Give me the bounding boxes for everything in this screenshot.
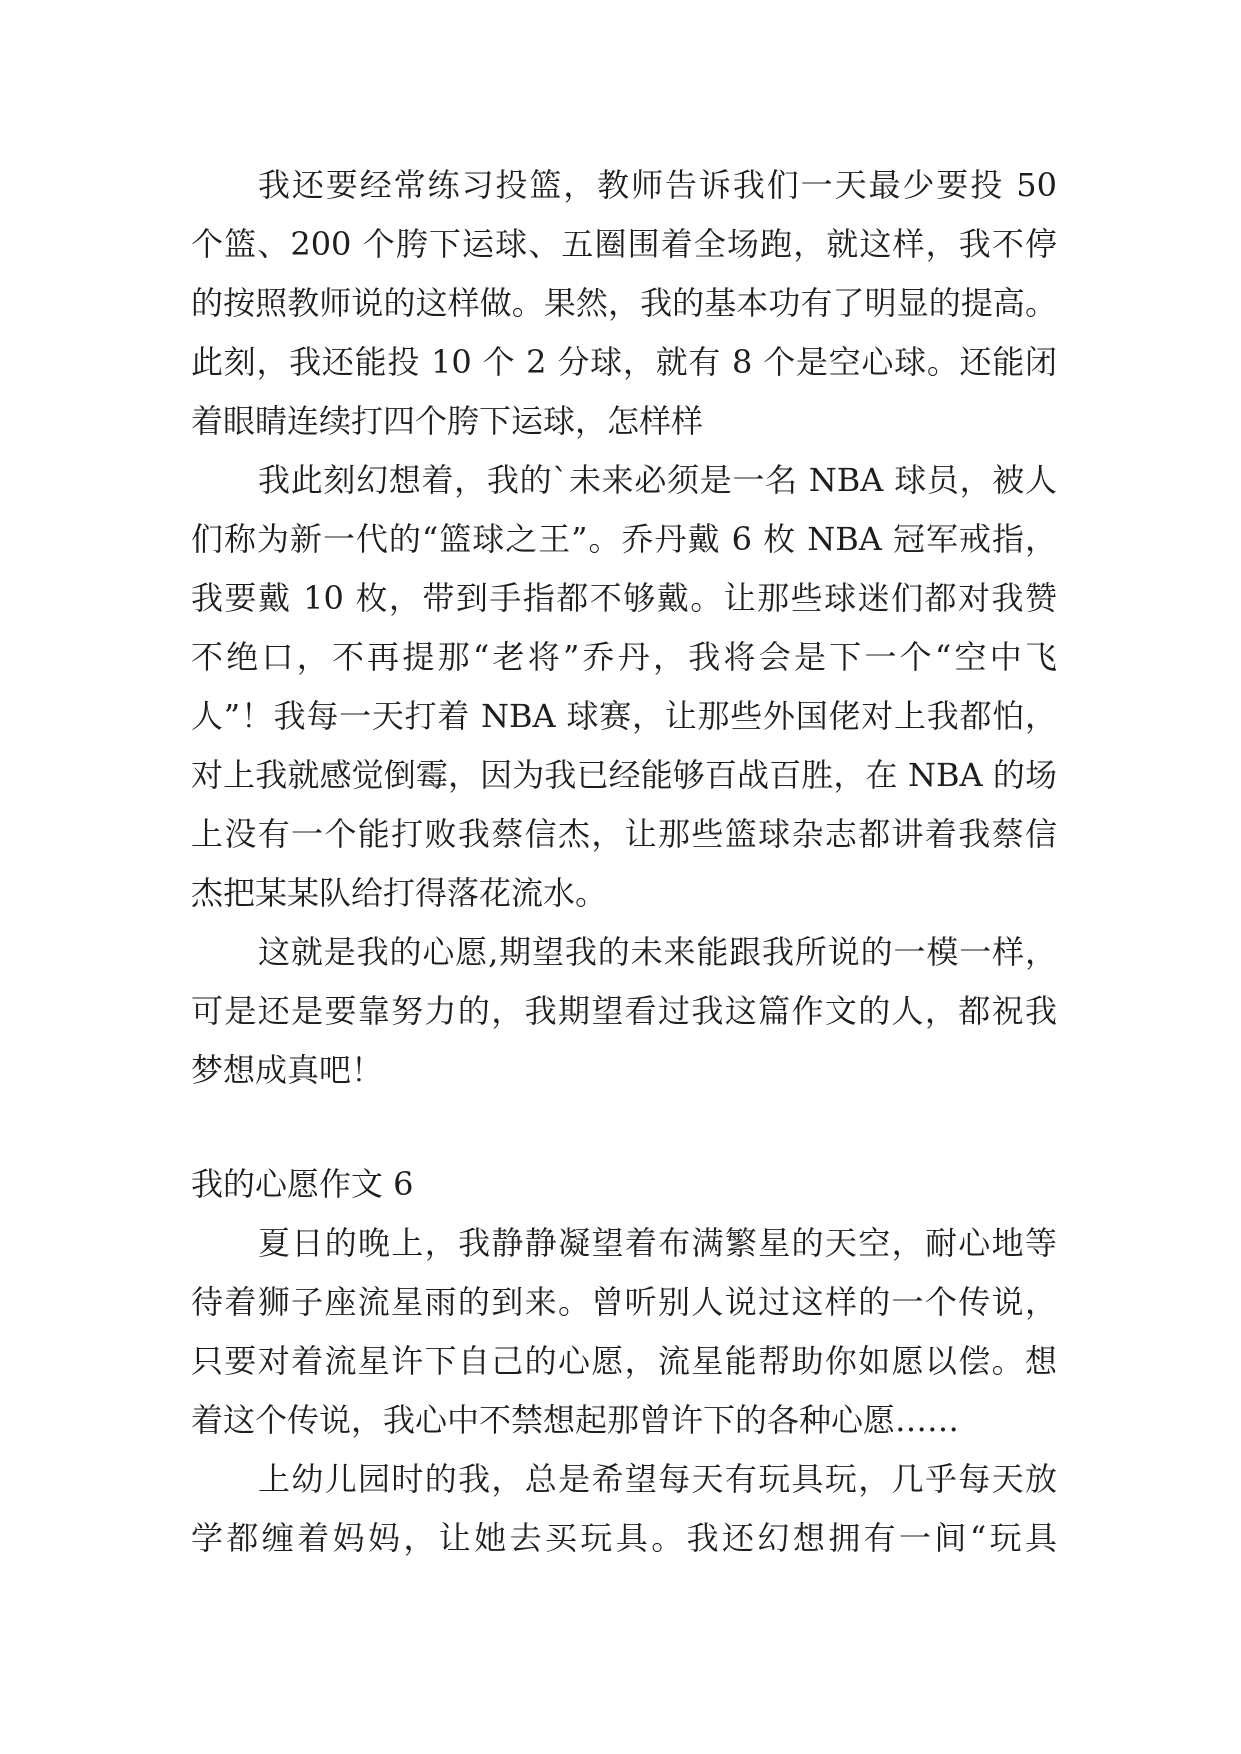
text-line: 的按照教师说的这样做。果然，我的基本功有了明显的提高。 bbox=[191, 284, 1057, 322]
text-line: 杰把某某队给打得落花流水。 bbox=[191, 874, 608, 912]
blank-line bbox=[191, 1100, 1057, 1155]
text-line: 们称为新一代的“篮球之王”。乔丹戴 6 枚 NBA 冠军戒指， bbox=[191, 520, 1057, 558]
essay-title: 我的心愿作文 6 bbox=[191, 1165, 414, 1203]
paragraph bbox=[191, 451, 1057, 923]
text-line: 个篮、200 个胯下运球、五圈围着全场跑，就这样，我不停 bbox=[191, 225, 1057, 263]
text-line: 这就是我的心愿,期望我的未来能跟我所说的一模一样， bbox=[258, 933, 1057, 971]
text-line: 着这个传说，我心中不禁想起那曾许下的各种心愿…… bbox=[191, 1401, 960, 1439]
paragraph bbox=[191, 156, 1057, 451]
text-line: 可是还是要靠努力的，我期望看过我这篇作文的人，都祝我 bbox=[191, 992, 1057, 1030]
text-line: 上幼儿园时的我，总是希望每天有玩具玩，几乎每天放 bbox=[258, 1460, 1057, 1498]
text-line: 上没有一个能打败我蔡信杰，让那些篮球杂志都讲着我蔡信 bbox=[191, 815, 1057, 853]
text-line: 学都缠着妈妈，让她去买玩具。我还幻想拥有一间“玩具 bbox=[191, 1519, 1057, 1557]
text-line: 对上我就感觉倒霉，因为我已经能够百战百胜，在 NBA 的场 bbox=[191, 756, 1057, 794]
paragraph bbox=[191, 1214, 1057, 1450]
paragraph bbox=[191, 1450, 1057, 1568]
paragraph bbox=[191, 923, 1057, 1100]
text-line: 此刻，我还能投 10 个 2 分球，就有 8 个是空心球。还能闭 bbox=[191, 343, 1057, 381]
text-line: 梦想成真吧！ bbox=[191, 1051, 384, 1089]
text-line: 我还要经常练习投篮，教师告诉我们一天最少要投 50 bbox=[258, 166, 1057, 204]
text-line: 只要对着流星许下自己的心愿，流星能帮助你如愿以偿。想 bbox=[191, 1342, 1057, 1380]
text-line: 我要戴 10 枚，带到手指都不够戴。让那些球迷们都对我赞 bbox=[191, 579, 1057, 617]
text-line: 人”！我每一天打着 NBA 球赛，让那些外国佬对上我都怕， bbox=[191, 697, 1057, 735]
text-line: 夏日的晚上，我静静凝望着布满繁星的天空，耐心地等 bbox=[258, 1224, 1057, 1262]
text-line: 我此刻幻想着，我的`未来必须是一名 NBA 球员，被人 bbox=[258, 461, 1057, 499]
document-body bbox=[191, 156, 1057, 1568]
text-line: 着眼睛连续打四个胯下运球，怎样样 bbox=[191, 402, 704, 440]
text-line: 不绝口，不再提那“老将”乔丹，我将会是下一个“空中飞 bbox=[191, 638, 1057, 676]
text-line: 待着狮子座流星雨的到来。曾听别人说过这样的一个传说， bbox=[191, 1283, 1057, 1321]
